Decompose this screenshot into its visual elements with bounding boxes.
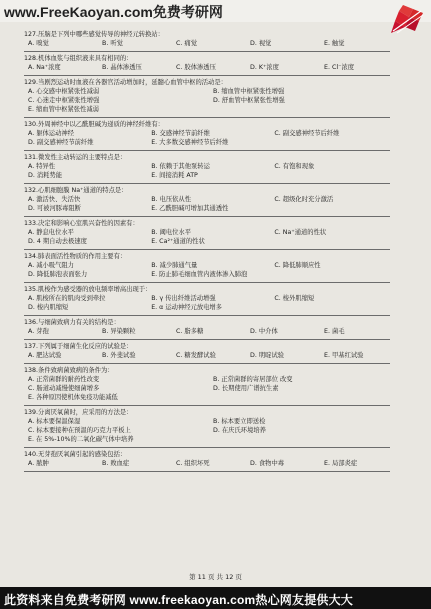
answer-option: E. 局部炎症 bbox=[324, 460, 358, 467]
answer-option bbox=[270, 270, 393, 279]
question-stem: 132.心肌细胞膜 Na⁺通道的特点是： bbox=[24, 187, 128, 194]
answer-option: A. 标本要保温保湿 bbox=[28, 418, 81, 425]
answer-option: B. 听觉 bbox=[102, 40, 123, 47]
answer-option: E. 缩血管中枢紧张性减弱 bbox=[28, 106, 99, 113]
question-divider bbox=[24, 315, 390, 316]
answer-option: B. 缩血管中枢紧张性增强 bbox=[213, 88, 285, 95]
question-divider bbox=[24, 339, 390, 340]
question-item bbox=[24, 252, 394, 283]
answer-option: C. 副交感神经节后纤维 bbox=[274, 130, 340, 137]
answer-option: D. 长期使用广谱抗生素 bbox=[213, 385, 279, 392]
answer-option: C. 降低肺顺应性 bbox=[274, 262, 321, 269]
question-stem: 131.微发性主动转运的主要特点是： bbox=[24, 154, 127, 161]
answer-option: C. 胶体渗透压 bbox=[176, 64, 216, 71]
answer-option bbox=[209, 393, 394, 402]
answer-option: C. 超级化时充分激活 bbox=[274, 196, 334, 203]
answer-option: B. 依赖于其他泵转运 bbox=[151, 163, 210, 170]
question-divider bbox=[24, 363, 390, 364]
answer-option: C. 组织坏死 bbox=[176, 460, 210, 467]
option-list bbox=[24, 63, 394, 72]
answer-option: C. 有饱和现象 bbox=[274, 163, 315, 170]
answer-option: A. 激活快、失活快 bbox=[28, 196, 81, 203]
answer-option: A. 静息电位水平 bbox=[28, 229, 74, 236]
question-item bbox=[24, 54, 394, 76]
answer-option: D. 在庆氏环境培养 bbox=[213, 427, 266, 434]
answer-option: A. 脓肿 bbox=[28, 460, 49, 467]
answer-option: E. 防止肺毛细血管内液体渗入肺泡 bbox=[151, 271, 248, 278]
question-divider bbox=[24, 447, 390, 448]
answer-option: E. 在 5%-10%的二氧化碳气体中培养 bbox=[28, 436, 134, 443]
question-stem: 135.肌梭作为感受器的放电频率增高出现于： bbox=[24, 286, 152, 293]
answer-option: A. Na⁺浓度 bbox=[28, 64, 61, 71]
answer-option: A. 肥达试验 bbox=[28, 352, 62, 359]
answer-option: B. γ 传出纤维活动增强 bbox=[151, 295, 216, 302]
answer-option: C. 脂多糖 bbox=[176, 328, 204, 335]
answer-option: C. 梭外肌缩短 bbox=[274, 295, 315, 302]
question-divider bbox=[24, 471, 390, 472]
answer-option: B. 败血症 bbox=[102, 460, 130, 467]
question-divider bbox=[24, 249, 390, 250]
answer-option: D. 梭内肌缩短 bbox=[28, 304, 69, 311]
question-stem: 127.压脑是下列中哪些感觉传导的神经元转换站： bbox=[24, 31, 164, 38]
answer-option: D. 视觉 bbox=[250, 40, 272, 47]
answer-option: E. α 运动神经元放电增多 bbox=[151, 304, 223, 311]
footer-banner bbox=[0, 587, 431, 609]
question-divider bbox=[24, 51, 390, 52]
question-divider bbox=[24, 282, 390, 283]
answer-option: A. 嗅觉 bbox=[28, 40, 49, 47]
site-name[interactable]: www.FreeKaoyan.com免费考研网 bbox=[4, 4, 223, 20]
answer-option: D. K⁺浓度 bbox=[250, 64, 279, 71]
question-stem: 134.肺表面活性物质的作用主要有： bbox=[24, 253, 127, 260]
answer-option bbox=[270, 171, 393, 180]
answer-option bbox=[270, 303, 393, 312]
question-stem: 137.下列属于细菌生化反应的试验是： bbox=[24, 343, 133, 350]
answer-option: D. 可被河豚毒阻断 bbox=[28, 205, 81, 212]
question-item bbox=[24, 366, 394, 406]
answer-option: E. Cl⁻浓度 bbox=[324, 64, 355, 71]
answer-option: C. 心迷走中枢紧张性增强 bbox=[28, 97, 100, 104]
answer-option: E. 间接消耗 ATP bbox=[151, 172, 198, 179]
question-stem: 136.与细菌致病力有关的结构是： bbox=[24, 319, 120, 326]
question-stem: 129.当剧烈运动时血液在各器官活动增加时，延髓心血管中枢的活动是： bbox=[24, 79, 227, 86]
question-stem: 128.机体血浆与组织液来具有相同的： bbox=[24, 55, 133, 62]
answer-option: D. 明啶试验 bbox=[250, 352, 285, 359]
answer-option bbox=[209, 435, 394, 444]
answer-option: B. 外斐试验 bbox=[102, 352, 136, 359]
answer-option bbox=[270, 204, 393, 213]
answer-option bbox=[270, 237, 393, 246]
option-list bbox=[24, 195, 394, 213]
answer-option: B. 交感神经节前纤维 bbox=[151, 130, 210, 137]
question-divider bbox=[24, 405, 390, 406]
question-stem: 138.条件致病菌致病的条件为： bbox=[24, 367, 114, 374]
question-stem: 140.无芽孢厌氧菌引起的感染包括： bbox=[24, 451, 127, 458]
answer-option: E. 菌毛 bbox=[324, 328, 345, 335]
answer-option: A. 躯体运动神经 bbox=[28, 130, 74, 137]
answer-option bbox=[209, 105, 394, 114]
option-list bbox=[24, 351, 394, 360]
question-item bbox=[24, 408, 394, 448]
answer-option: D. 舒血管中枢紧张性增强 bbox=[213, 97, 285, 104]
question-divider bbox=[24, 150, 390, 151]
question-item bbox=[24, 219, 394, 250]
answer-option: D. 中介体 bbox=[250, 328, 278, 335]
answer-option: A. 特异性 bbox=[28, 163, 56, 170]
question-stem: 130.外周神经中以乙酰胆碱为递质的神经纤维有： bbox=[24, 121, 164, 128]
option-list bbox=[24, 162, 394, 180]
option-list bbox=[24, 294, 394, 312]
option-list bbox=[24, 228, 394, 246]
question-item bbox=[24, 30, 394, 52]
question-divider bbox=[24, 216, 390, 217]
answer-option: C. 糖发酵试验 bbox=[176, 352, 216, 359]
answer-option: B. 正常菌群的寄居部位 改变 bbox=[213, 376, 293, 383]
answer-option: D. 消耗势能 bbox=[28, 172, 63, 179]
option-list bbox=[24, 375, 394, 402]
question-item bbox=[24, 78, 394, 118]
question-divider bbox=[24, 117, 390, 118]
option-list bbox=[24, 129, 394, 147]
answer-option: E. Ca²⁺通道的性状 bbox=[151, 238, 205, 245]
answer-option bbox=[270, 138, 393, 147]
answer-option: A. 心交感中枢紧张性减弱 bbox=[28, 88, 100, 95]
answer-option: E. 触觉 bbox=[324, 40, 345, 47]
answer-option: B. 电压依从性 bbox=[151, 196, 192, 203]
answer-option: A. 肌梭所在的肌肉受到牵拉 bbox=[28, 295, 106, 302]
question-stem: 133.决定和影响心室肌兴奋性的因素有： bbox=[24, 220, 139, 227]
answer-option: C. Na⁺通道的性状 bbox=[274, 229, 327, 236]
answer-option: B. 标本要立即送检 bbox=[213, 418, 266, 425]
answer-option: B. 晶体渗透压 bbox=[102, 64, 142, 71]
question-list bbox=[24, 30, 394, 474]
question-item bbox=[24, 120, 394, 151]
question-divider bbox=[24, 75, 390, 76]
answer-option: E. 大多数交感神经节后纤维 bbox=[151, 139, 229, 146]
question-item bbox=[24, 153, 394, 184]
answer-option: A. 减小吸气阻力 bbox=[28, 262, 74, 269]
answer-option: A. 正常菌群的耐药性改变 bbox=[28, 376, 100, 383]
answer-option: E. 乙酰胆碱可增加其通透性 bbox=[151, 205, 229, 212]
footer-banner-text: 此资料来自免费考研网 www.freekaoyan.com热心网友提供大大 bbox=[4, 593, 354, 607]
option-list bbox=[24, 39, 394, 48]
answer-option: C. 肠道动减慢使细菌增多 bbox=[28, 385, 100, 392]
answer-option: A. 芽孢 bbox=[28, 328, 49, 335]
question-item bbox=[24, 342, 394, 364]
question-item bbox=[24, 450, 394, 472]
page-number: 第 11 页 共 12 页 bbox=[189, 573, 242, 581]
question-item bbox=[24, 186, 394, 217]
answer-option: E. 各种原因使机体免疫功能减低 bbox=[28, 394, 118, 401]
answer-option: D. 4 期自动去极速度 bbox=[28, 238, 87, 245]
answer-option: D. 副交感神经节前纤维 bbox=[28, 139, 94, 146]
answer-option: C. 痛觉 bbox=[176, 40, 197, 47]
question-divider bbox=[24, 183, 390, 184]
answer-option: B. 异染颗粒 bbox=[102, 328, 136, 335]
answer-option: B. 减少肺通气量 bbox=[151, 262, 198, 269]
answer-option: B. 阈电位水平 bbox=[151, 229, 192, 236]
option-list bbox=[24, 459, 394, 468]
question-stem: 139.分离厌氧菌时，应采用的方法是： bbox=[24, 409, 133, 416]
site-header bbox=[0, 0, 431, 22]
option-list bbox=[24, 417, 394, 444]
option-list bbox=[24, 327, 394, 336]
question-item bbox=[24, 285, 394, 316]
answer-option: D. 降低肺泡表面张力 bbox=[28, 271, 88, 278]
answer-option: D. 食物中毒 bbox=[250, 460, 285, 467]
option-list bbox=[24, 261, 394, 279]
option-list bbox=[24, 87, 394, 114]
question-item bbox=[24, 318, 394, 340]
answer-option: E. 甲基红试验 bbox=[324, 352, 364, 359]
answer-option: C. 标本要接种在预温的巧克力平板上 bbox=[28, 427, 131, 434]
